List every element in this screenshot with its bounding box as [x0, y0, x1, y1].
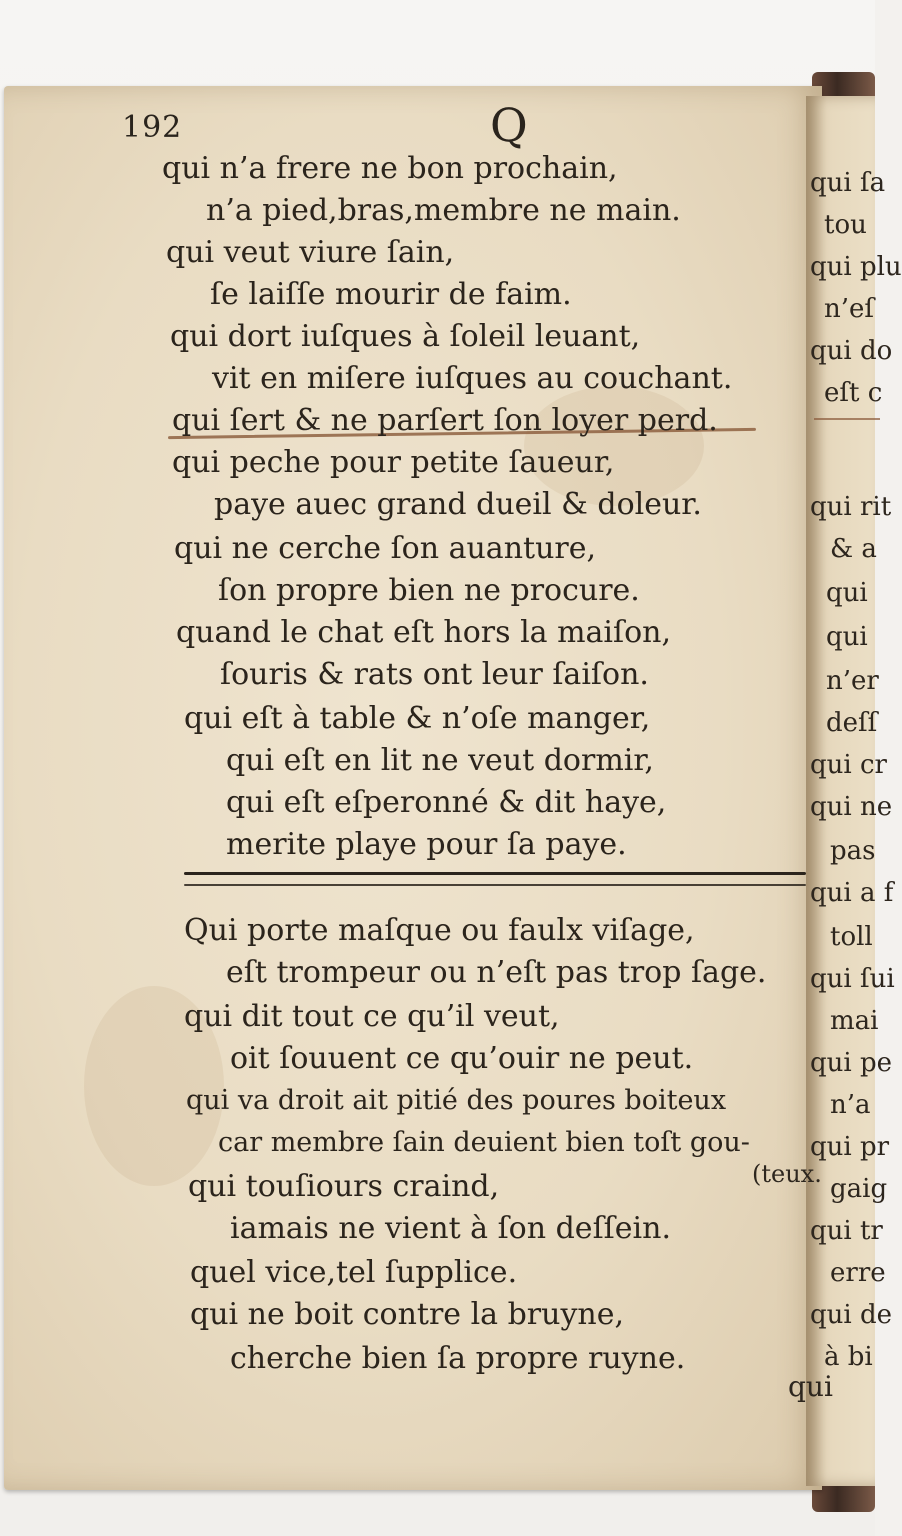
- page-number: 192: [122, 110, 183, 145]
- verse-line: oit ſouuent ce qu’ouir ne peut.: [230, 1041, 694, 1076]
- section-rule: [184, 884, 806, 886]
- verse-line: quand le chat eſt hors la maiſon,: [176, 615, 672, 650]
- facing-line: qui ſui: [810, 964, 895, 994]
- facing-line: mai: [830, 1006, 879, 1036]
- facing-line: toll: [830, 922, 873, 952]
- verse-line: ſon propre bien ne procure.: [218, 573, 640, 608]
- running-head: Q: [490, 98, 528, 152]
- facing-line: qui do: [810, 336, 893, 366]
- facing-line: pas: [830, 836, 876, 866]
- verse-line: qui ne boit contre la bruyne,: [190, 1297, 625, 1332]
- facing-line: qui a f: [810, 878, 894, 908]
- facing-line: erre: [830, 1258, 886, 1288]
- facing-line: qui de: [810, 1300, 892, 1330]
- verse-line: ſe laiſſe mourir de faim.: [210, 277, 572, 312]
- facing-line: qui: [826, 622, 868, 652]
- catchword: qui: [788, 1370, 833, 1403]
- facing-line: n’eſ: [824, 294, 875, 324]
- verse-line: car membre ſain deuient bien toſt gou-: [218, 1127, 750, 1158]
- verse-line: qui eſt à table & n’oſe manger,: [184, 701, 651, 736]
- verse-line: eſt trompeur ou n’eſt pas trop ſage.: [226, 955, 767, 990]
- facing-line: n’a: [830, 1090, 871, 1120]
- facing-line: qui ne: [810, 792, 893, 822]
- verse-line: qui va droit ait pitié des poures boiteux: [186, 1085, 727, 1116]
- facing-line: qui rit: [810, 492, 892, 522]
- facing-line: qui ſa: [810, 168, 886, 198]
- verse-line: qui ne cerche ſon auanture,: [174, 531, 597, 566]
- verse-line: n’a pied,bras,membre ne main.: [206, 193, 681, 228]
- verse-line: qui n’a frere ne bon prochain,: [162, 151, 618, 186]
- verse-line: qui veut viure ſain,: [166, 235, 455, 270]
- facing-line: à bi: [824, 1342, 873, 1372]
- verse-line: qui dort iuſques à ſoleil leuant,: [170, 319, 641, 354]
- verse-line: quel vice,tel ſupplice.: [190, 1255, 518, 1290]
- facing-line: qui cr: [810, 750, 887, 780]
- verse-line: cherche bien ſa propre ruyne.: [230, 1341, 686, 1376]
- facing-line: qui pe: [810, 1048, 892, 1078]
- facing-line: tou: [824, 210, 867, 240]
- verse-line: qui eſt eſperonné & dit haye,: [226, 785, 667, 820]
- turnover-text: (teux.: [752, 1160, 822, 1188]
- verse-line: ſouris & rats ont leur ſaiſon.: [220, 657, 649, 692]
- facing-line: qui pr: [810, 1132, 890, 1162]
- facing-line: & a: [830, 534, 877, 564]
- verse-line: qui ſert & ne parſert ſon loyer perd.: [172, 403, 718, 438]
- facing-line: deſſ: [826, 708, 878, 738]
- facing-page: [806, 96, 902, 1486]
- verse-line: Qui porte maſque ou faulx viſage,: [184, 913, 695, 948]
- facing-line: gaig: [830, 1174, 888, 1204]
- verse-line: qui dit tout ce qu’il veut,: [184, 999, 560, 1034]
- verse-line: vit en miſere iuſques au couchant.: [212, 361, 733, 396]
- verse-line: merite playe pour ſa paye.: [226, 827, 627, 862]
- facing-line: qui: [826, 578, 868, 608]
- facing-underline: [814, 418, 880, 420]
- facing-line: qui plu: [810, 252, 902, 282]
- facing-line: qui tr: [810, 1216, 883, 1246]
- facing-line: n’er: [826, 666, 879, 696]
- verse-line: qui eſt en lit ne veut dormir,: [226, 743, 654, 778]
- verse-line: qui peche pour petite ſaueur,: [172, 445, 615, 480]
- verse-line: qui touſiours craind,: [188, 1169, 500, 1204]
- verse-line: iamais ne vient à ſon deſſein.: [230, 1211, 671, 1246]
- verse-line: paye auec grand dueil & doleur.: [214, 487, 702, 522]
- facing-line: eſt c: [824, 378, 883, 408]
- section-rule: [184, 872, 806, 875]
